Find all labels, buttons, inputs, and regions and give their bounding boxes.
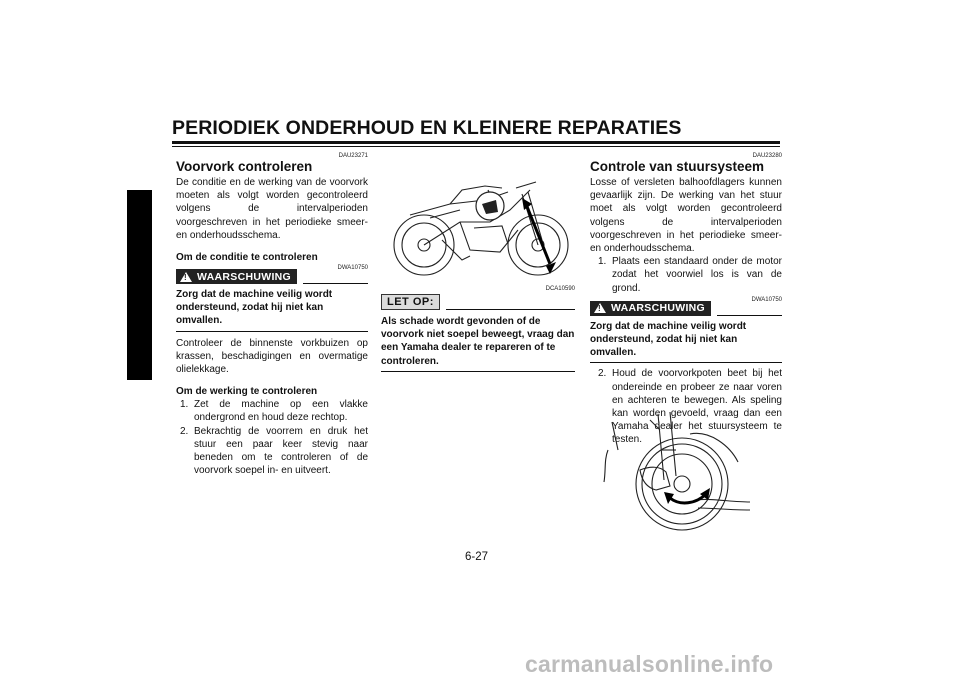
list-item: 2. Houd de voorvorkpoten beet bij het ondereinde en probeer ze naar voren en achteren te bewegen. Als speling kan worden gevoeld, vraag dan een Yamaha dealer het stuursysteem te testen. (598, 368, 782, 446)
warning-code: DWA10750 (751, 296, 782, 303)
warning-box-left (176, 265, 368, 284)
warning-rule (717, 315, 782, 316)
header-rule (172, 141, 780, 144)
left-column (176, 153, 368, 477)
warning-badge (590, 301, 711, 316)
warning-label: WAARSCHUWING (197, 270, 292, 283)
note-code: DCA10590 (545, 286, 575, 292)
chapter-number: 6 (129, 296, 137, 311)
warning-label: WAARSCHUWING (611, 302, 706, 315)
note-rule (446, 309, 575, 310)
warning-text: Zorg dat de machine veilig wordt ondersteund, zodat hij niet kan omvallen. (176, 289, 333, 327)
watermark-text: carmanualsonline.info (525, 651, 774, 677)
right-column (590, 153, 782, 447)
section-intro: De conditie en de werking van de voorvork moeten als volgt worden gecontroleerd volgens de intervalperioden voorgeschreven in het periodieke smeer- en onderhoudsschema. (176, 177, 368, 241)
page-header-title: PERIODIEK ONDERHOUD EN KLEINERE REPARATIES (172, 117, 682, 139)
warning-triangle-icon (594, 303, 606, 313)
section-code: DAU23271 (338, 153, 368, 159)
warning-rule (303, 283, 368, 284)
section-title: Voorvork controleren (176, 159, 313, 174)
warning-end-rule (176, 331, 368, 332)
middle-column (381, 286, 575, 372)
chapter-tab (127, 190, 152, 380)
section-code: DAU23280 (752, 153, 782, 159)
warning-end-rule (590, 362, 782, 363)
inspection-text: Controleer de binnenste vorkbuizen op krassen, beschadigingen en overmatige olielekkage. (176, 337, 368, 376)
front-fork-illustration (600, 410, 760, 535)
warning-badge (176, 269, 297, 284)
list-item: 2. Bekrachtig de voorrem en druk het stuur een paar keer stevig naar beneden om te controleren of de voorvork soepel in- en uitveert. (180, 425, 368, 477)
note-end-rule (381, 371, 575, 372)
warning-triangle-icon (180, 272, 192, 282)
steps-list (176, 398, 368, 477)
list-item: 1. Zet de machine op een vlakke ondergrond en houd deze rechtop. (180, 399, 368, 424)
subheading-condition: Om de conditie te controleren (176, 252, 318, 264)
page-number: 6-27 (465, 551, 489, 563)
warning-box-right (590, 296, 782, 316)
note-badge: LET OP: (381, 294, 440, 310)
list-item: 1. Plaats een standaard onder de motor zodat het voorwiel los is van de grond. (598, 256, 782, 294)
motorcycle-illustration (390, 170, 574, 280)
warning-code: DWA10750 (337, 265, 368, 272)
note-box (381, 294, 575, 310)
section-title: Controle van stuursysteem (590, 159, 765, 174)
note-text: Als schade wordt gevonden of de voorvork niet soepel beweegt, vraag dan een Yamaha dealer te repareren of te controleren. (381, 316, 575, 367)
subheading-operation: Om de werking te controleren (176, 386, 318, 398)
steps-list (590, 255, 782, 295)
warning-text: Zorg dat de machine veilig wordt ondersteund, zodat hij niet kan omvallen. (590, 320, 747, 359)
header-rule-thin (172, 146, 780, 147)
section-intro: Losse of versleten balhoofdlagers kunnen gevaarlijk zijn. De werking van het stuur moet als volgt worden gecontroleerd volgens de intervalperioden voorgeschreven in het periodieke smeer- en onderhoudsschema. (590, 177, 782, 255)
